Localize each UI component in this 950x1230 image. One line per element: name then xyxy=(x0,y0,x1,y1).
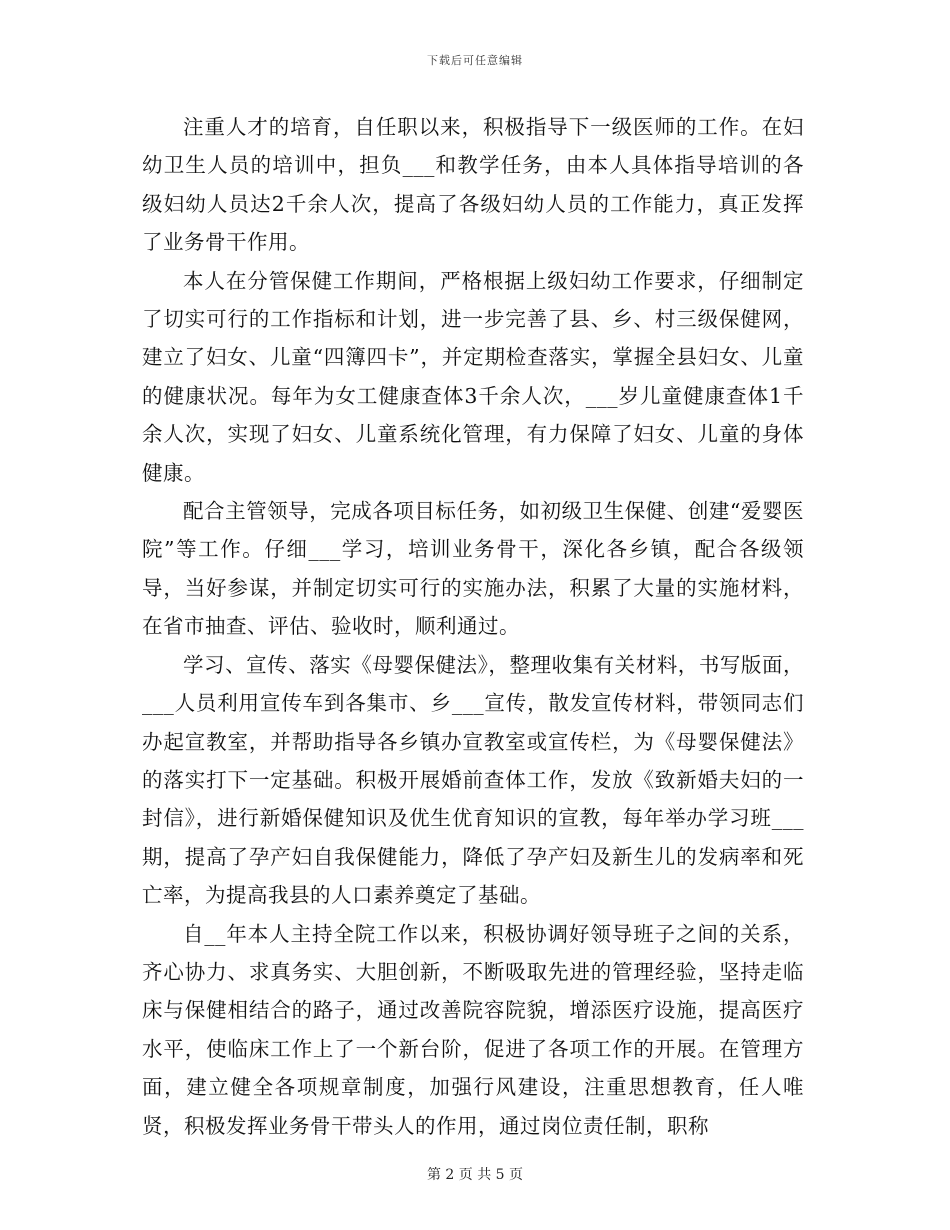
paragraph-hospital-management: 自__年本人主持全院工作以来，积极协调好领导班子之间的关系，齐心协力、求真务实、大胆创新，不断吸取先进的管理经验，坚持走临床与保健相结合的路子，通过改善院容院貌，增添医疗设施，提高医疗水平，使临床工作上了一个新台阶，促进了各项工作的开展。在管理方面，建立健全各项规章制度，加强行风建设，注重思想教育，任人唯贤，积极发挥业务骨干带头人的作用，通过岗位责任制，职称 xyxy=(142,921,804,1138)
document-body xyxy=(142,108,804,1145)
paragraph-health-care-management: 本人在分管保健工作期间，严格根据上级妇幼工作要求，仔细制定了切实可行的工作指标和计划，进一步完善了县、乡、村三级保健网，建立了妇女、儿童“四簿四卡”，并定期检查落实，掌握全县妇女、儿童的健康状况。每年为女工健康查体3千余人次，___岁儿童健康查体1千余人次，实现了妇女、儿童系统化管理，有力保障了妇女、儿童的身体健康。 xyxy=(142,268,804,485)
paragraph-talent-training: 注重人才的培育，自任职以来，积极指导下一级医师的工作。在妇幼卫生人员的培训中，担负___和教学任务，由本人具体指导培训的各级妇幼人员达2千余人次，提高了各级妇幼人员的工作能力，真正发挥了业务骨干作用。 xyxy=(142,115,804,255)
paragraph-maternal-law-publicity: 学习、宣传、落实《母婴保健法》，整理收集有关材料，书写版面，___人员利用宣传车到各集市、乡___宣传，散发宣传材料，带领同志们办起宣教室，并帮助指导各乡镇办宣教室或宣传栏，为《母婴保健法》的落实打下一定基础。积极开展婚前查体工作，发放《致新婚夫妇的一封信》，进行新婚保健知识及优生优育知识的宣教，每年举办学习班___期，提高了孕产妇自我保健能力，降低了孕产妇及新生儿的发病率和死亡率，为提高我县的人口素养奠定了基础。 xyxy=(142,652,804,908)
page-number: 第 2 页 共 5 页 xyxy=(426,1167,524,1183)
page-header-note: 下载后可任意编辑 xyxy=(427,54,523,67)
paragraph-target-tasks: 配合主管领导，完成各项目标任务，如初级卫生保健、创建“爱婴医院”等工作。仔细___学习，培训业务骨干，深化各乡镇，配合各级领导，当好参谋，并制定切实可行的实施办法，积累了大量的实施材料，在省市抽查、评估、验收时，顺利通过。 xyxy=(142,499,804,639)
